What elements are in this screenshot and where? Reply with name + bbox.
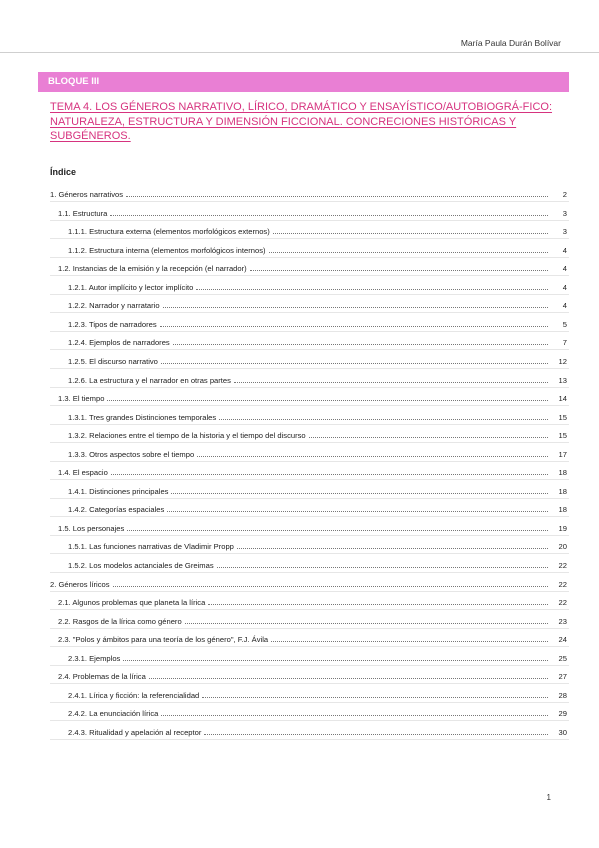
header-divider <box>0 52 599 53</box>
toc-row-divider <box>50 516 569 517</box>
toc-entry-label: 2.4.2. La enunciación lírica <box>68 709 159 718</box>
toc-entry-page: 25 <box>558 654 567 663</box>
toc-row-divider <box>50 201 569 202</box>
toc-entry-label: 1.4. El espacio <box>58 468 108 477</box>
page-number: 1 <box>546 793 551 802</box>
toc-entry[interactable] <box>0 372 599 385</box>
toc-row-divider <box>50 683 569 684</box>
toc-row-divider <box>50 349 569 350</box>
toc-dot-leader <box>185 623 548 624</box>
toc-dot-leader <box>208 604 548 605</box>
toc-entry-page: 18 <box>558 468 567 477</box>
toc-entry-page: 4 <box>562 283 567 292</box>
toc-entry-label: 1.2. Instancias de la emisión y la recepción (el narrador) <box>58 264 247 273</box>
toc-entry[interactable] <box>0 316 599 329</box>
tema-title: TEMA 4. LOS GÉNEROS NARRATIVO, LÍRICO, DRAMÁTICO Y ENSAYÍSTICO/AUTOBIOGRÁ-FICO: NATURALEZA, ESTRUCTURA Y DIMENSIÓN FICCIONAL. CONCRECIONES HISTÓRICAS Y SUBGÉNEROS. <box>50 101 553 142</box>
toc-entry-label: 2.4. Problemas de la lírica <box>58 672 146 681</box>
toc-entry-page: 18 <box>558 487 567 496</box>
toc-dot-leader <box>163 307 548 308</box>
toc-entry-label: 2.4.3. Ritualidad y apelación al receptor <box>68 728 202 737</box>
toc-row-divider <box>50 479 569 480</box>
toc-row-divider <box>50 572 569 573</box>
toc-row-divider <box>50 424 569 425</box>
toc-entry-label: 1.4.2. Categorías espaciales <box>68 505 165 514</box>
toc-dot-leader <box>202 697 548 698</box>
toc-dot-leader <box>160 326 548 327</box>
toc-entry[interactable] <box>0 353 599 366</box>
toc-dot-leader <box>167 511 548 512</box>
toc-entry-page: 22 <box>558 561 567 570</box>
toc-entry-page: 18 <box>558 505 567 514</box>
toc-entry[interactable] <box>0 631 599 644</box>
bloque-banner <box>38 72 569 92</box>
toc-entry-label: 1.2.1. Autor implícito y lector implícito <box>68 283 194 292</box>
toc-entry-page: 15 <box>558 431 567 440</box>
toc-entry[interactable] <box>0 279 599 292</box>
toc-row-divider <box>50 535 569 536</box>
toc-entry-page: 22 <box>558 580 567 589</box>
toc-entry-page: 22 <box>558 598 567 607</box>
toc-row-divider <box>50 294 569 295</box>
toc-entry-page: 28 <box>558 691 567 700</box>
toc-entry-label: 2.1. Algunos problemas que planeta la lírica <box>58 598 206 607</box>
toc-row-divider <box>50 387 569 388</box>
toc-row-divider <box>50 609 569 610</box>
toc-dot-leader <box>269 252 548 253</box>
toc-entry-label: 1.2.5. El discurso narrativo <box>68 357 158 366</box>
toc-dot-leader <box>173 344 548 345</box>
toc-entry-page: 7 <box>562 338 567 347</box>
toc-entry-label: 1.5. Los personajes <box>58 524 125 533</box>
toc-dot-leader <box>197 456 548 457</box>
toc-row-divider <box>50 368 569 369</box>
toc-row-divider <box>50 739 569 740</box>
toc-row-divider <box>50 646 569 647</box>
toc-entry[interactable] <box>0 334 599 347</box>
toc-entry-page: 15 <box>558 413 567 422</box>
toc-entry-page: 12 <box>558 357 567 366</box>
toc-dot-leader <box>219 419 548 420</box>
toc-entry-label: 1.1. Estructura <box>58 209 108 218</box>
toc-row-divider <box>50 461 569 462</box>
toc-dot-leader <box>149 678 548 679</box>
toc-entry-label: 2.3. "Polos y ámbitos para una teoría de los género", F.J. Ávila <box>58 635 269 644</box>
toc-entry-page: 5 <box>562 320 567 329</box>
toc-entry-page: 17 <box>558 450 567 459</box>
toc-entry-page: 27 <box>558 672 567 681</box>
toc-row-divider <box>50 665 569 666</box>
toc-entry[interactable] <box>0 186 599 199</box>
toc-entry-page: 4 <box>562 246 567 255</box>
toc-dot-leader <box>110 215 548 216</box>
toc-entry[interactable] <box>0 409 599 422</box>
toc-row-divider <box>50 275 569 276</box>
toc-entry-label: 2.4.1. Lírica y ficción: la referencialidad <box>68 691 200 700</box>
toc-row-divider <box>50 498 569 499</box>
toc-entry-label: 1.2.6. La estructura y el narrador en otras partes <box>68 376 231 385</box>
toc-entry-label: 1.1.1. Estructura externa (elementos morfológicos externos) <box>68 227 270 236</box>
toc-row-divider <box>50 220 569 221</box>
toc-entry[interactable] <box>0 538 599 551</box>
toc-entry[interactable] <box>0 242 599 255</box>
toc-entry-label: 1.5.2. Los modelos actanciales de Greimas <box>68 561 214 570</box>
toc-row-divider <box>50 591 569 592</box>
toc-entry[interactable] <box>0 705 599 718</box>
toc-entry-label: 1.1.2. Estructura interna (elementos morfológicos internos) <box>68 246 266 255</box>
toc-entry-page: 3 <box>562 209 567 218</box>
toc-entry-label: 1.3.1. Tres grandes Distinciones temporales <box>68 413 217 422</box>
author-name: María Paula Durán Bolívar <box>460 38 561 48</box>
toc-entry[interactable] <box>0 390 599 403</box>
toc-entry[interactable] <box>0 446 599 459</box>
toc-dot-leader <box>273 233 548 234</box>
toc-dot-leader <box>217 567 548 568</box>
toc-dot-leader <box>161 715 548 716</box>
toc-entry-page: 19 <box>558 524 567 533</box>
toc-entry-page: 3 <box>562 227 567 236</box>
toc-row-divider <box>50 442 569 443</box>
toc-entry-page: 29 <box>558 709 567 718</box>
toc-entry[interactable] <box>0 501 599 514</box>
toc-entry-label: 2.3.1. Ejemplos <box>68 654 121 663</box>
toc-dot-leader <box>171 493 548 494</box>
toc-entry-page: 4 <box>562 301 567 310</box>
toc-entry-page: 24 <box>558 635 567 644</box>
toc-entry[interactable] <box>0 223 599 236</box>
toc-row-divider <box>50 257 569 258</box>
toc-entry-page: 30 <box>558 728 567 737</box>
toc-entry-page: 23 <box>558 617 567 626</box>
toc-row-divider <box>50 720 569 721</box>
toc-entry[interactable] <box>0 297 599 310</box>
toc-entry[interactable] <box>0 687 599 700</box>
toc-entry-label: 1.2.3. Tipos de narradores <box>68 320 157 329</box>
toc-dot-leader <box>196 289 548 290</box>
toc-entry[interactable] <box>0 668 599 681</box>
toc-entry[interactable] <box>0 205 599 218</box>
toc-entry[interactable] <box>0 260 599 273</box>
toc-entry[interactable] <box>0 613 599 626</box>
toc-row-divider <box>50 553 569 554</box>
toc-entry[interactable] <box>0 650 599 663</box>
toc-entry[interactable] <box>0 576 599 589</box>
toc-dot-leader <box>204 734 548 735</box>
toc-dot-leader <box>250 270 548 271</box>
toc-entry-label: 1.3. El tiempo <box>58 394 105 403</box>
toc-row-divider <box>50 702 569 703</box>
toc-entry-label: 1.3.2. Relaciones entre el tiempo de la historia y el tiempo del discurso <box>68 431 306 440</box>
toc-entry-label: 1.2.2. Narrador y narratario <box>68 301 160 310</box>
bloque-label: BLOQUE III <box>48 76 100 87</box>
toc-entry-page: 20 <box>558 542 567 551</box>
toc-row-divider <box>50 312 569 313</box>
toc-entry[interactable] <box>0 427 599 440</box>
toc-entry-page: 13 <box>558 376 567 385</box>
toc-row-divider <box>50 238 569 239</box>
toc-entry-label: 1.3.3. Otros aspectos sobre el tiempo <box>68 450 195 459</box>
index-title: Índice <box>50 167 77 177</box>
toc-dot-leader <box>309 437 548 438</box>
toc-entry-page: 4 <box>562 264 567 273</box>
toc-entry-label: 1.4.1. Distinciones principales <box>68 487 169 496</box>
toc-entry-label: 1. Géneros narrativos <box>50 190 124 199</box>
toc-entry[interactable] <box>0 520 599 533</box>
toc-entry-label: 1.5.1. Las funciones narrativas de Vladimir Propp <box>68 542 234 551</box>
toc-entry-label: 2.2. Rasgos de la lírica como género <box>58 617 182 626</box>
toc-entry[interactable] <box>0 594 599 607</box>
toc-entry[interactable] <box>0 557 599 570</box>
toc-dot-leader <box>123 660 548 661</box>
toc-row-divider <box>50 405 569 406</box>
toc-row-divider <box>50 331 569 332</box>
toc-entry-label: 1.2.4. Ejemplos de narradores <box>68 338 170 347</box>
toc-entry-page: 14 <box>558 394 567 403</box>
toc-entry-label: 2. Géneros líricos <box>50 580 110 589</box>
toc-entry[interactable] <box>0 724 599 737</box>
toc-dot-leader <box>271 641 548 642</box>
toc-entry[interactable] <box>0 483 599 496</box>
toc-dot-leader <box>234 382 548 383</box>
toc-entry[interactable] <box>0 464 599 477</box>
toc-dot-leader <box>127 530 548 531</box>
toc-dot-leader <box>161 363 548 364</box>
toc-row-divider <box>50 628 569 629</box>
toc-dot-leader <box>111 474 548 475</box>
toc-dot-leader <box>126 196 548 197</box>
toc-entry-page: 2 <box>562 190 567 199</box>
toc-dot-leader <box>113 586 548 587</box>
toc-dot-leader <box>107 400 548 401</box>
toc-dot-leader <box>237 548 548 549</box>
